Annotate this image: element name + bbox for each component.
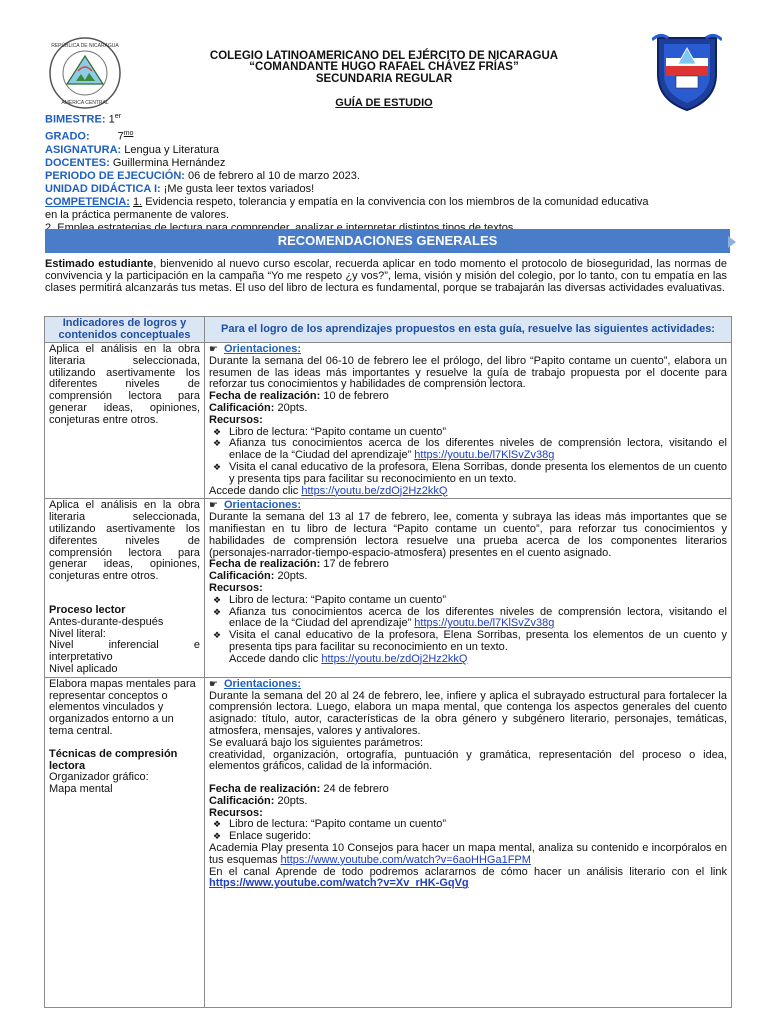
diamond-bullet-icon: ❖ [213,461,222,472]
asignatura-value: Lengua y Literatura [124,143,220,156]
proceso-item: Nivel inferencial e interpretativo [49,639,200,664]
docentes-value: Guillermina Hernández [112,156,226,169]
academia-text: Academia Play presenta 10 Consejos para hacer un mapa mental, analiza su contenido e incorpóralos en tus esquemas [209,842,727,866]
table-row [45,343,732,499]
activity-cell [205,677,732,1007]
pointing-hand-icon: ☛ [209,678,218,690]
proceso-item: Nivel literal: [49,627,106,640]
grado-label: GRADO: [45,130,90,143]
activity-body: Durante la semana del 20 al 24 de febrero, lee, infiere y aplica el subrayado estructural para fortalecer la comprensión lectora. Luego, elabora un mapa mental, que contenga los aspectos generales del cuento asignado: título, autor, características de la obra género y subgénero literario, personajes, temáticas, atmosfera, mensajes, valores y antivalores. [209,689,727,737]
calificacion-value: 20pts. [277,794,308,807]
indicator-cell [45,677,205,1007]
elena-sorribas-link[interactable]: https://youtu.be/zdOj2Hz2kkQ [301,484,448,497]
intro-text: , bienvenido al nuevo curso escolar, recuerda aplicar en todo momento el protocolo de bioseguridad, las normas de convivencia y la participación en la campaña “Yo me respeto ¿y vos?”, lema, visión y misión del colegio, por lo tanto, con tu empatía en las clases permitirá alcanzarás tus metas. El uso del libro de lectura es fundamental, porque se trabajarán las diversas actividades evaluativas. [45,258,728,294]
activity-cell [205,499,732,677]
bullet-text: Afianza tus conocimientos acerca de los diferentes niveles de comprensión lectora, visitando el enlace de la “Ciudad del aprendizaje” [229,605,727,630]
aprende-line [209,867,727,891]
indicator-text: Aplica el análisis en la obra literaria seleccionada, utilizando asertivamente los diferentes niveles de comprensión lectora para generar ideas, opiniones, conjeturas entre otros. [49,499,200,583]
aprende-text: En el canal Aprende de todo podremos aclararnos de cómo hacer un análisis literario con el link [209,865,727,878]
bullet-text: Libro de lectura: “Papito contame un cuento” [229,425,447,438]
orientaciones-label: Orientaciones: [223,499,301,512]
ciudad-aprendizaje-link[interactable]: https://youtu.be/l7KlSvZv38g [414,449,555,462]
accede-line [209,654,727,666]
indicator-cell [45,499,205,677]
pointing-hand-icon: ☛ [209,500,218,512]
school-commander: “COMANDANTE HUGO RAFAEL CHÁVEZ FRÍAS” [249,61,519,73]
recursos-label: Recursos: [209,581,263,594]
competencia-label: COMPETENCIA: [45,195,130,208]
eval-intro: Se evaluará bajo los siguientes parámetros: [209,736,424,749]
diamond-bullet-icon: ❖ [213,630,222,641]
section-banner: RECOMENDACIONES GENERALES [45,229,730,253]
bullet-text: Enlace sugerido: [229,830,311,843]
asignatura-label: ASIGNATURA: [45,143,122,156]
diamond-bullet-icon: ❖ [213,819,222,830]
list-item [209,607,727,631]
fecha-label: Fecha de realización: [209,558,321,571]
bimestre-label: BIMESTRE: [45,113,106,126]
fecha-value: 24 de febrero [323,783,389,796]
diamond-bullet-icon: ❖ [213,438,222,449]
svg-text:REPÚBLICA DE NICARAGUA: REPÚBLICA DE NICARAGUA [51,43,119,49]
calificacion-value: 20pts. [277,401,308,414]
academia-line [209,843,727,867]
bullet-text: Libro de lectura: “Papito contame un cuento” [229,593,447,606]
diamond-bullet-icon: ❖ [213,606,222,617]
asignatura-row [45,144,735,157]
calificacion-line [209,571,727,583]
competencia-num: 1. [133,195,143,208]
indicator-text: Elabora mapas mentales para representar conceptos o elementos vinculados y organizados entorno a un tema central. [49,677,196,737]
bullet-text: Visita el canal educativo de la profesora, Elena Sorribas, presenta los elementos de un cuento y presenta tips para facilitar su reconocimiento en un texto. [229,629,727,653]
periodo-label: PERIODO DE EJECUCIÓN: [45,169,185,182]
pointing-hand-icon: ☛ [209,344,218,355]
unidad-value: ¡Me gusta leer textos variados! [163,182,315,195]
calificacion-line [209,403,727,415]
fecha-label: Fecha de realización: [209,783,321,796]
grado-value: 7 [117,130,124,143]
school-level: SECUNDARIA REGULAR [315,73,453,85]
docentes-row [45,157,735,170]
intro-paragraph [45,258,727,294]
indicator-text: Aplica el análisis en la obra literaria seleccionada, utilizando asertivamente los diferentes niveles de comprensión lectora para generar ideas, opiniones, conjeturas entre otros. [49,343,200,426]
col1-header: Indicadores de logros y contenidos conceptuales [45,317,205,343]
competencia-row [45,196,735,209]
orientaciones-label: Orientaciones: [223,343,301,355]
orientaciones-line [209,679,727,691]
grado-sup: mo [123,129,134,137]
recursos-label: Recursos: [209,806,263,819]
list-item [209,630,727,654]
aprende-de-todo-link[interactable]: https://www.youtube.com/watch?v=Xv_rHK-GqVg [209,877,469,890]
course-info [45,110,735,235]
accede-line [209,486,727,498]
document-title: GUÍA DE ESTUDIO [335,97,433,109]
fecha-label: Fecha de realización: [209,390,321,403]
calificacion-line [209,796,727,808]
activity-body: Durante la semana del 13 al 17 de febrero, lee, comenta y subraya las ideas más importantes que se manifiestan en tu libro de lectura “Papito contame un cuento”, para reforzar tus conocimientos y habilidades de comprensión lectora resuelve una prueba acerca de los componentes literarios (personajes-narrador-tiempo-espacio-atmosfera) presentes en el cuento asignado. [209,511,727,559]
recursos-label: Recursos: [209,413,263,426]
calificacion-label: Calificación: [209,401,275,414]
table-row [45,499,732,677]
accede-text: Accede dando clic [209,484,299,497]
academia-play-link[interactable]: https://www.youtube.com/watch?v=6aoHHGa1FPM [280,853,531,866]
proceso-item: Nivel aplicado [49,662,118,675]
svg-text:AMÉRICA CENTRAL: AMÉRICA CENTRAL [61,100,109,106]
competencia-1b: en la práctica permanente de valores. [45,208,230,221]
eval-params: creatividad, organización, ortografía, puntuación y gramática, representación del proceso o idea, elementos gráficos, calidad de la información. [209,748,727,773]
calificacion-label: Calificación: [209,570,275,583]
proceso-item: Antes-durante-después [49,615,164,628]
activity-cell [205,343,732,499]
bullet-text: Afianza tus conocimientos acerca de los diferentes niveles de comprensión lectora, visitando el enlace de la “Ciudad del aprendizaje” [229,437,727,462]
diamond-bullet-icon: ❖ [213,594,222,605]
fecha-value: 10 de febrero [323,390,389,403]
diamond-bullet-icon: ❖ [213,831,222,842]
fecha-value: 17 de febrero [323,558,389,571]
calificacion-value: 20pts. [277,570,308,583]
periodo-row [45,170,735,183]
bimestre-row [45,110,735,127]
periodo-value: 06 de febrero al 10 de marzo 2023. [188,169,360,182]
indicator-cell [45,343,205,499]
list-item [209,462,727,486]
diamond-bullet-icon: ❖ [213,426,222,437]
intro-lead: Estimado estudiante [45,258,154,270]
unidad-label: UNIDAD DIDÁCTICA I: [45,182,161,195]
banner-tail-decoration [728,236,736,248]
bullet-text: Libro de lectura: “Papito contame un cuento” [229,818,447,831]
orientaciones-label: Orientaciones: [223,677,301,690]
accede-text: Accede dando clic [229,652,319,665]
competencia-1b-row [45,209,735,222]
bimestre-value: 1 [108,113,115,126]
tecnicas-item: Mapa mental [49,783,113,796]
grado-row [45,127,735,144]
col2-header: Para el logro de los aprendizajes propuestos en esta guía, resuelve las siguientes actividades: [205,317,732,343]
tecnicas-title: Técnicas de compresión lectora [49,747,178,772]
competencia-1: Evidencia respeto, tolerancia y empatía en la convivencia con los miembros de la comunidad educativa [145,195,649,208]
activity-body: Durante la semana del 06-10 de febrero lee el prólogo, del libro “Papito contame un cuento”, elabora un resumen de las ideas más importantes y resuelve la guía de trabajo propuesta por el docente para reforzar tus conocimientos y habilidades de comprensión lectora. [209,354,727,391]
tecnicas-item: Organizador gráfico: [49,771,149,784]
table-row [45,677,732,1007]
bullet-text: Visita el canal educativo de la profesora, Elena Sorribas, donde presenta los elementos de un cuento y presenta tips para facilitar su reconocimiento en un texto. [229,460,727,485]
elena-sorribas-link[interactable]: https://youtu.be/zdOj2Hz2kkQ [321,652,468,665]
unidad-row [45,183,735,196]
school-name: COLEGIO LATINOAMERICANO DEL EJÉRCITO DE NICARAGUA [209,50,559,62]
bimestre-sup: er [114,113,121,120]
table-header-row [45,317,732,343]
activities-table [44,316,732,1008]
proceso-title: Proceso lector [49,603,126,616]
ciudad-aprendizaje-link[interactable]: https://youtu.be/l7KlSvZv38g [414,617,555,630]
calificacion-label: Calificación: [209,794,275,807]
list-item [209,438,727,462]
docentes-label: DOCENTES: [45,156,110,169]
